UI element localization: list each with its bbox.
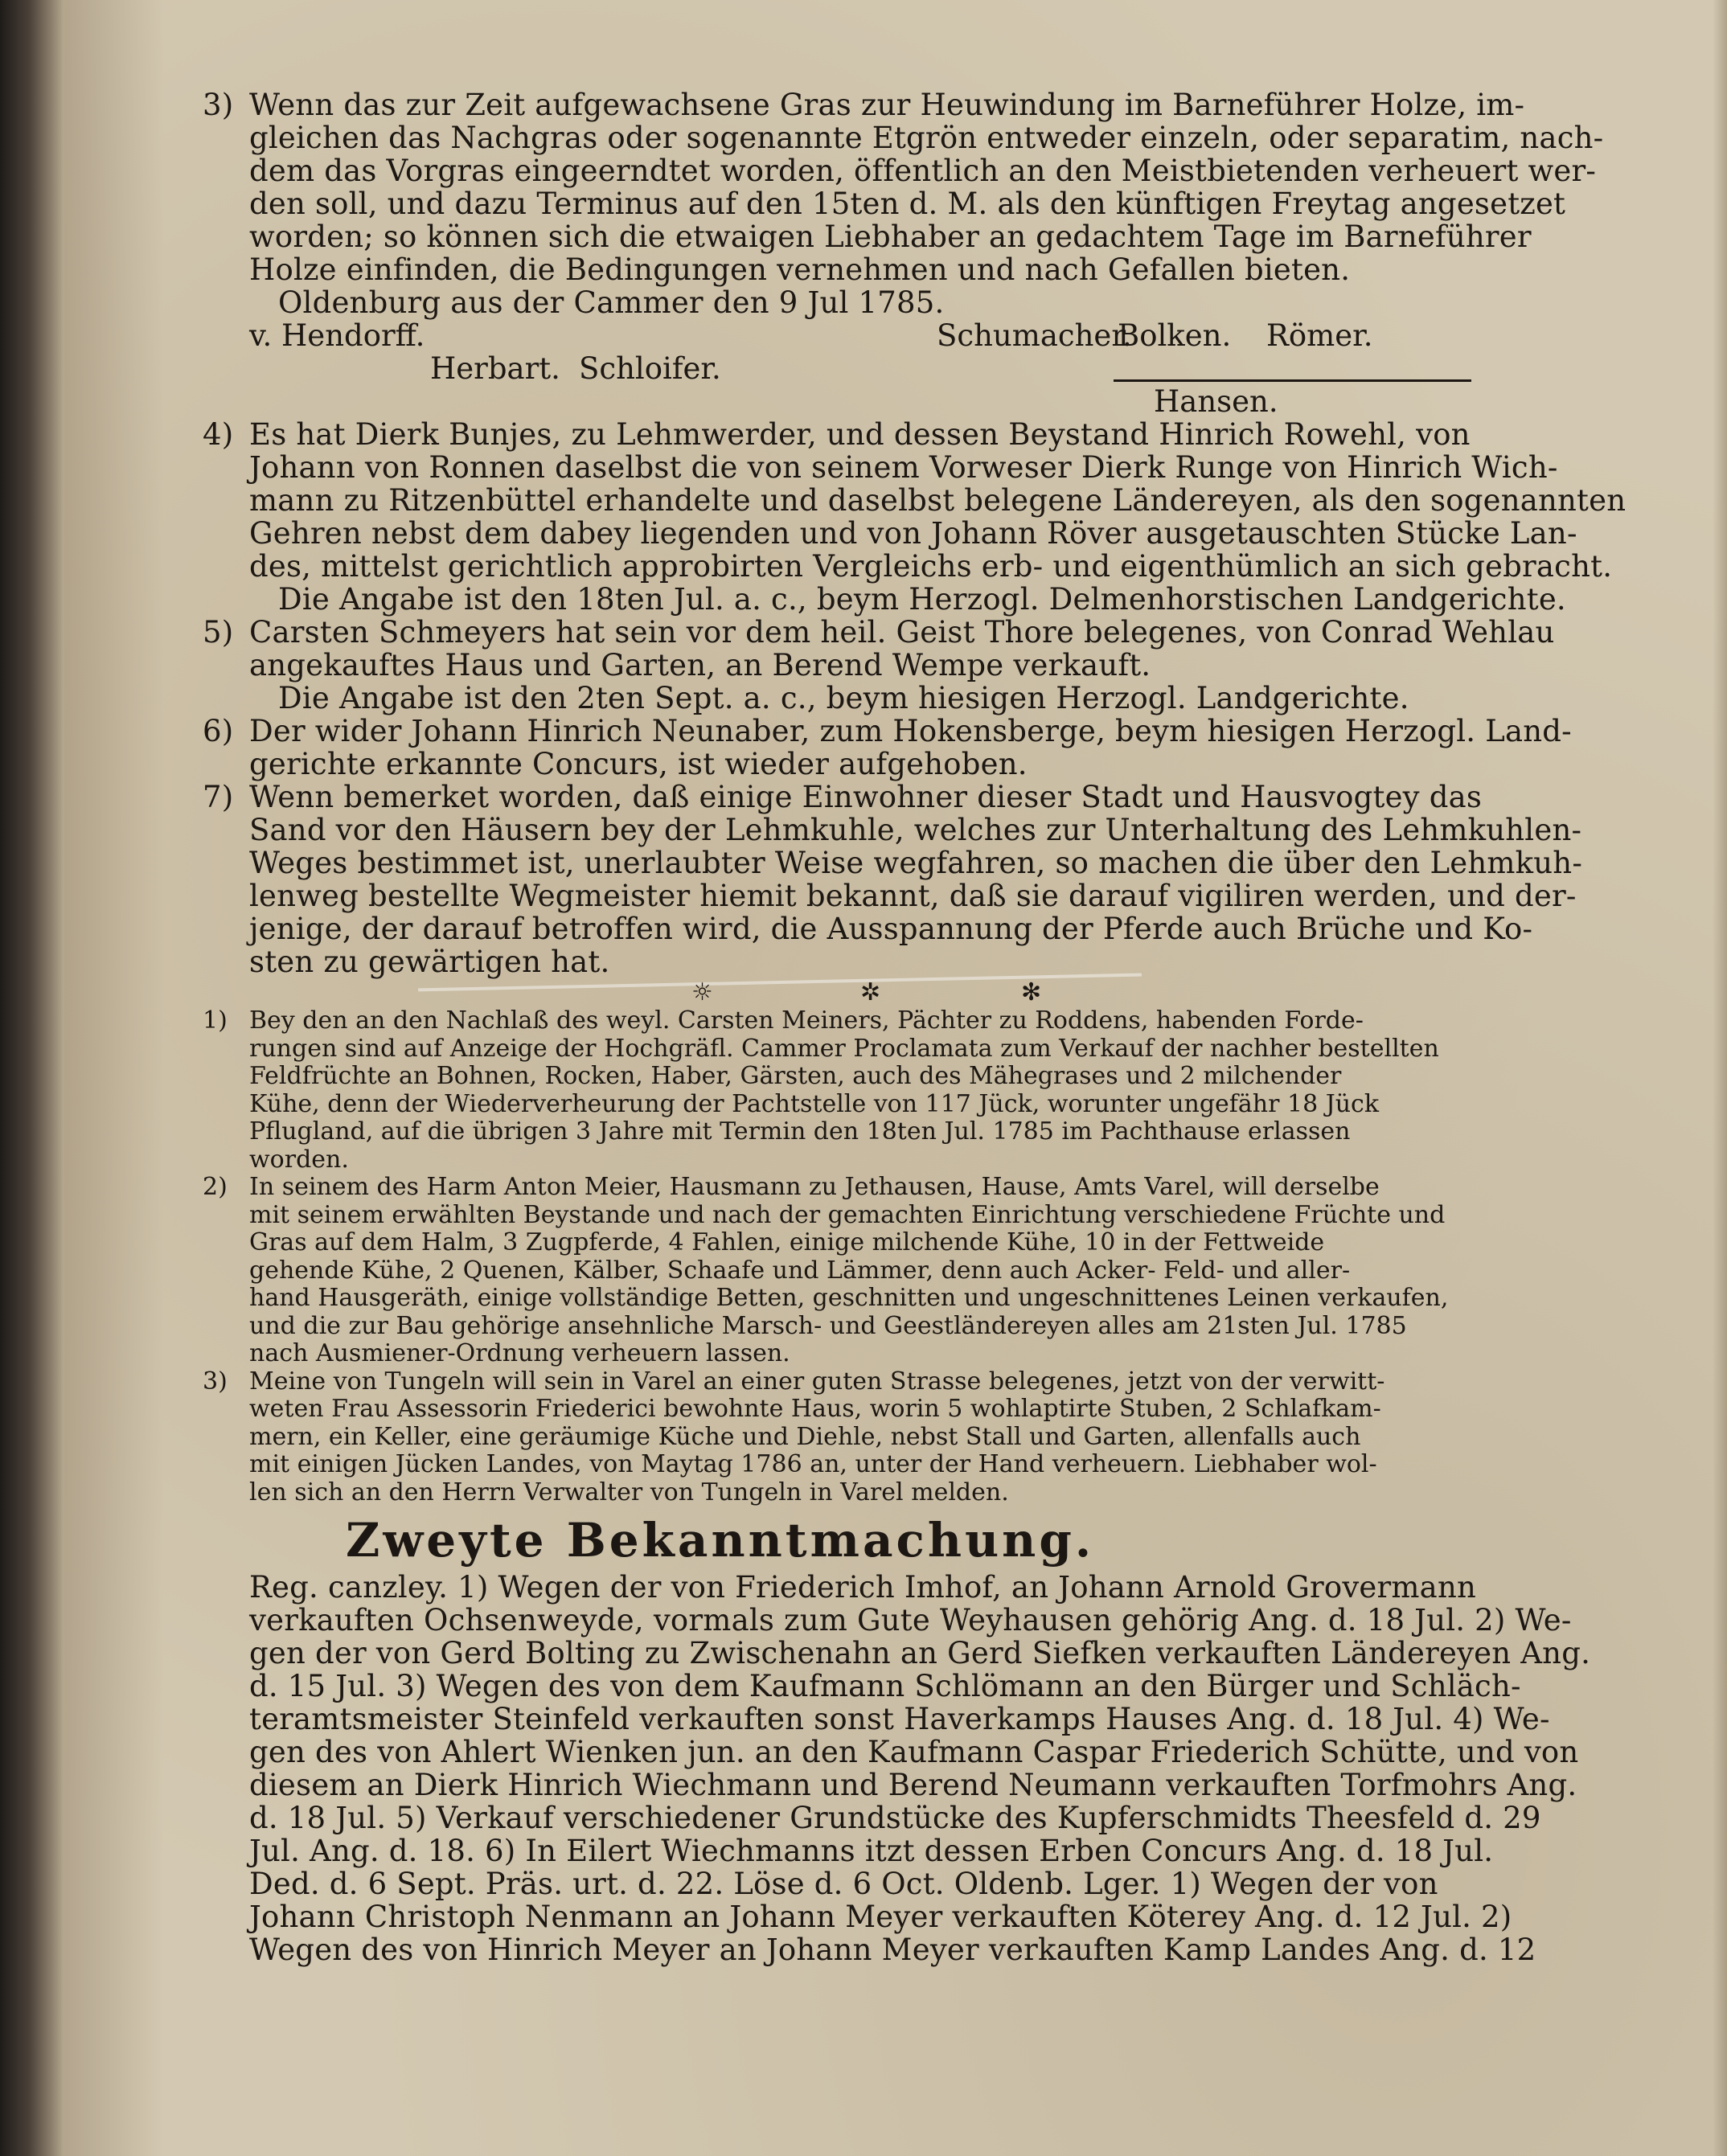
text-line: gerichte erkannte Concurs, ist wieder aufgehoben. bbox=[249, 747, 1028, 781]
item-number: 1) bbox=[203, 1006, 228, 1035]
ornament-star-icon: ✻ bbox=[1021, 978, 1042, 1006]
text-line: Kühe, denn der Wiederverheurung der Pachtstelle von 117 Jück, worunter ungefähr 18 Jück bbox=[249, 1089, 1380, 1118]
text-line: gen der von Gerd Bolting zu Zwischenahn an Gerd Siefken verkauften Ländereyen Ang. bbox=[249, 1636, 1591, 1670]
text-line: worden; so können sich die etwaigen Liebhaber an gedachtem Tage im Barneführer bbox=[249, 219, 1532, 254]
signature-herbart: Herbart. bbox=[430, 351, 560, 386]
text-line: 1) Bey den an den Nachlaß des weyl. Carsten Meiners, Pächter zu Roddens, habenden Forde- bbox=[203, 1006, 1364, 1035]
text-line: mern, ein Keller, eine geräumige Küche und Diehle, nebst Stall und Garten, allenfalls auch bbox=[249, 1422, 1361, 1451]
notice-lower-2 bbox=[203, 1173, 1459, 1368]
page-edge-shadow bbox=[1713, 0, 1727, 2156]
text-line: hand Hausgeräth, einige vollständige Betten, geschnitten und ungeschnittenes Leinen verkaufen, bbox=[249, 1284, 1449, 1312]
text-line: des, mittelst gerichtlich approbirten Vergleichs erb- und eigenthümlich an sich gebracht. bbox=[249, 549, 1613, 584]
text-line: und die zur Bau gehörige ansehnliche Marsch- und Geestländereyen alles am 21sten Jul. 1785 bbox=[249, 1311, 1407, 1340]
text-line: Reg. canzley. 1) Wegen der von Friederich Imhof, an Johann Arnold Grovermann bbox=[249, 1570, 1477, 1605]
notice-6 bbox=[203, 714, 1572, 781]
book-spine-shadow bbox=[0, 0, 64, 2156]
text-line: gleichen das Nachgras oder sogenannte Etgrön entweder einzeln, oder separatim, nach- bbox=[249, 121, 1604, 155]
text-line: nach Ausmiener-Ordnung verheuern lassen. bbox=[249, 1339, 790, 1367]
text-line: sten zu gewärtigen hat. bbox=[249, 945, 610, 979]
text-line: den soll, und dazu Terminus auf den 15ten d. M. als den künftigen Freytag angesetzet bbox=[249, 186, 1566, 221]
text-line: len sich an den Herrn Verwalter von Tungeln in Varel melden. bbox=[249, 1478, 1009, 1506]
text-line: Jul. Ang. d. 18. 6) In Eilert Wiechmanns itzt dessen Erben Concurs Ang. d. 18 Jul. bbox=[249, 1834, 1494, 1868]
text-line: teramtsmeister Steinfeld verkauften sonst Haverkamps Hauses Ang. d. 18 Jul. 4) We- bbox=[249, 1702, 1550, 1736]
text-line: d. 18 Jul. 5) Verkauf verschiedener Grundstücke des Kupferschmidts Theesfeld d. 29 bbox=[249, 1801, 1541, 1835]
text-line: lenweg bestellte Wegmeister hiemit bekannt, daß sie darauf vigiliren werden, und der- bbox=[249, 879, 1577, 913]
signature-rule bbox=[1114, 379, 1471, 382]
item-number: 5) bbox=[203, 615, 234, 650]
page-text bbox=[203, 88, 1626, 1967]
text-line: jenige, der darauf betroffen wird, die Ausspannung der Pferde auch Brüche und Ko- bbox=[249, 912, 1533, 946]
signature-hansen: Hansen. bbox=[1154, 384, 1278, 419]
notice-lower-1 bbox=[203, 1006, 1459, 1174]
signature-hendorff: v. Hendorff. bbox=[249, 318, 425, 353]
text-line: weten Frau Assessorin Friederici bewohnte Haus, worin 5 wohlaptirte Stuben, 2 Schlafkam- bbox=[249, 1395, 1381, 1423]
place-date-line: Oldenburg aus der Cammer den 9 Jul 1785. bbox=[278, 285, 945, 320]
text-line: 4) Es hat Dierk Bunjes, zu Lehmwerder, und dessen Beystand Hinrich Rowehl, von bbox=[203, 417, 1471, 452]
text-line: 7) Wenn bemerket worden, daß einige Einwohner dieser Stadt und Hausvogtey das bbox=[203, 780, 1483, 814]
text-line: 5) Carsten Schmeyers hat sein vor dem heil. Geist Thore belegenes, von Conrad Wehlau bbox=[203, 615, 1555, 650]
text-line: Ded. d. 6 Sept. Präs. urt. d. 22. Löse d. 6 Oct. Oldenb. Lger. 1) Wegen der von bbox=[249, 1867, 1438, 1901]
text-line: Holze einfinden, die Bedingungen vernehmen und nach Gefallen bieten. bbox=[249, 252, 1351, 287]
signature-row-1 bbox=[249, 319, 1459, 352]
signature-schloifer: Schloifer. bbox=[579, 351, 721, 386]
text-line: Wegen des von Hinrich Meyer an Johann Meyer verkauften Kamp Landes Ang. d. 12 bbox=[249, 1933, 1536, 1967]
lower-notices bbox=[203, 1006, 1459, 1506]
text-line: dem das Vorgras eingeerndtet worden, öffentlich an den Meistbietenden verheuert wer- bbox=[249, 154, 1597, 188]
text-line: Johann von Ronnen daselbst die von seinem Vorweser Dierk Runge von Hinrich Wich- bbox=[249, 450, 1558, 485]
note-line: Die Angabe ist den 2ten Sept. a. c., beym hiesigen Herzogl. Landgerichte. bbox=[278, 681, 1409, 715]
text-line: mann zu Ritzenbüttel erhandelte und daselbst belegene Ländereyen, als den sogenannten bbox=[249, 483, 1626, 518]
item-number: 6) bbox=[203, 714, 234, 748]
upper-notices bbox=[203, 88, 1626, 979]
text-line: mit einigen Jücken Landes, von Maytag 1786 an, unter der Hand verheuern. Liebhaber wol- bbox=[249, 1450, 1377, 1478]
signature-row-2 bbox=[249, 352, 1459, 385]
notice-lower-3 bbox=[203, 1367, 1459, 1507]
item-number: 3) bbox=[203, 88, 234, 122]
text-line: Weges bestimmet ist, unerlaubter Weise wegfahren, so machen die über den Lehmkuh- bbox=[249, 846, 1583, 880]
text-line: worden. bbox=[249, 1145, 349, 1174]
text-line: diesem an Dierk Hinrich Wiechmann und Berend Neumann verkauften Torfmohrs Ang. bbox=[249, 1768, 1577, 1802]
notice-7 bbox=[203, 780, 1583, 979]
text-line: 3) Meine von Tungeln will sein in Varel an einer guten Strasse belegenes, jetzt von der verwitt- bbox=[203, 1367, 1385, 1396]
text-line: 6) Der wider Johann Hinrich Neunaber, zum Hokensberge, beym hiesigen Herzogl. Land- bbox=[203, 714, 1572, 748]
item-number: 3) bbox=[203, 1367, 228, 1396]
text-line: Gras auf dem Halm, 3 Zugpferde, 4 Fahlen, einige milchende Kühe, 10 in der Fettweide bbox=[249, 1228, 1325, 1256]
text-line: verkauften Ochsenweyde, vormals zum Gute Weyhausen gehörig Ang. d. 18 Jul. 2) We- bbox=[249, 1603, 1572, 1637]
text-line: angekauftes Haus und Garten, an Berend Wempe verkauft. bbox=[249, 648, 1151, 682]
notice-5 bbox=[203, 615, 1555, 715]
text-line: 2) In seinem des Harm Anton Meier, Hausmann zu Jethausen, Hause, Amts Varel, will derselbe bbox=[203, 1173, 1380, 1201]
text-line: d. 15 Jul. 3) Wegen des von dem Kaufmann Schlömann an den Bürger und Schläch- bbox=[249, 1669, 1521, 1703]
newspaper-page bbox=[64, 0, 1727, 2156]
item-number: 7) bbox=[203, 780, 234, 814]
notice-4 bbox=[203, 417, 1626, 617]
text-line: Johann Christoph Nenmann an Johann Meyer verkauften Köterey Ang. d. 12 Jul. 2) bbox=[249, 1900, 1512, 1934]
text-line: rungen sind auf Anzeige der Hochgräfl. Cammer Proclamata zum Verkauf der nachher bestellten bbox=[249, 1034, 1439, 1063]
text-line: mit seinem erwählten Beystande und nach der gemachten Einrichtung verschiedene Früchte und bbox=[249, 1200, 1446, 1229]
signature-bolken: Bolken. bbox=[1118, 318, 1232, 353]
note-line: Die Angabe ist den 18ten Jul. a. c., beym Herzogl. Delmenhorstischen Landgerichte. bbox=[278, 582, 1566, 617]
text-line: Pflugland, auf die übrigen 3 Jahre mit Termin den 18ten Jul. 1785 im Pachthause erlassen bbox=[249, 1117, 1351, 1146]
ornament-star-icon: ☼ bbox=[691, 978, 713, 1006]
zweyte-bekanntmachung-body bbox=[249, 1570, 1591, 1967]
item-number: 2) bbox=[203, 1173, 228, 1201]
signature-roemer: Römer. bbox=[1266, 318, 1373, 353]
text-line: gehende Kühe, 2 Quenen, Kälber, Schaafe und Lämmer, denn auch Acker- Feld- und aller- bbox=[249, 1256, 1351, 1285]
text-line: gen des von Ahlert Wienken jun. an den Kaufmann Caspar Friederich Schütte, und von bbox=[249, 1735, 1579, 1769]
ornament-row bbox=[249, 978, 1459, 1007]
text-line: 3) Wenn das zur Zeit aufgewachsene Gras zur Heuwindung im Barneführer Holze, im- bbox=[203, 88, 1525, 122]
text-line: Gehren nebst dem dabey liegenden und von Johann Röver ausgetauschten Stücke Lan- bbox=[249, 516, 1577, 551]
text-line: Feldfrüchte an Bohnen, Rocken, Haber, Gärsten, auch des Mähegrases und 2 milchender bbox=[249, 1062, 1342, 1090]
ornament-star-icon: ✲ bbox=[860, 978, 881, 1006]
notice-3 bbox=[203, 88, 1604, 320]
section-heading: Zweyte Bekanntmachung. bbox=[346, 1513, 1095, 1568]
item-number: 4) bbox=[203, 417, 234, 452]
signature-schumacher: Schumacher. bbox=[937, 318, 1132, 353]
signature-row-3 bbox=[249, 385, 1459, 418]
text-line: Sand vor den Häusern bey der Lehmkuhle, welches zur Unterhaltung des Lehmkuhlen- bbox=[249, 813, 1582, 847]
